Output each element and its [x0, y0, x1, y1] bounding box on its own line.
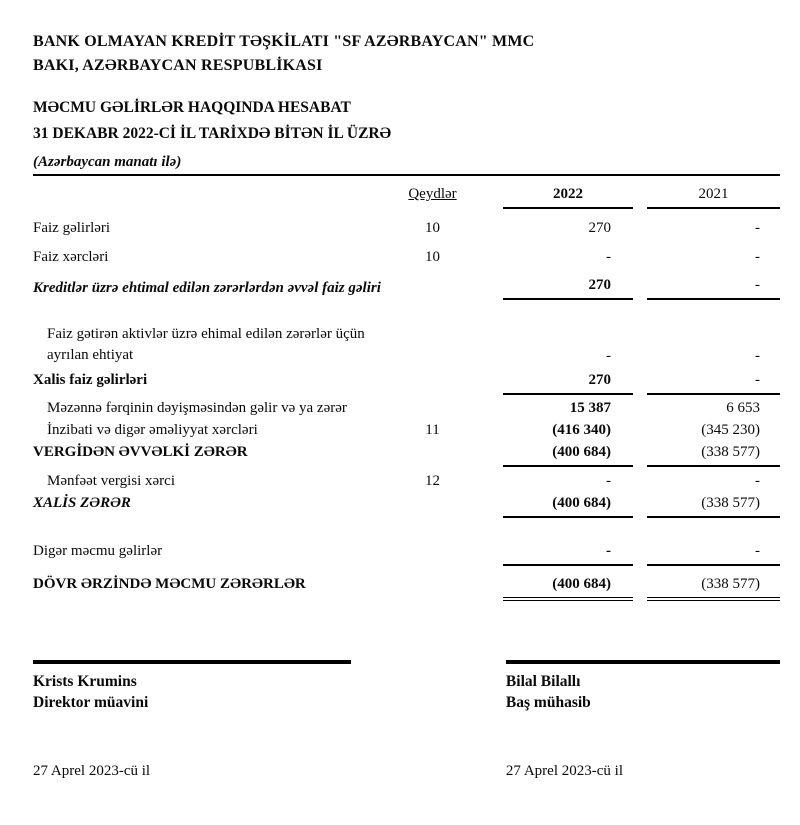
row-value-2021: (338 577): [647, 575, 780, 601]
row-label: Kreditlər üzrə ehtimal edilən zərərlərdən əvvəl faiz gəliri: [33, 280, 381, 296]
report-title-line2: 31 DEKABR 2022-Cİ İL TARİXDƏ BİTƏN İL ÜZRƏ: [33, 125, 392, 142]
table-row-xalis-zerer: [33, 494, 780, 518]
row-label: XALİS ZƏRƏR: [33, 495, 131, 511]
row-value-2021: -: [755, 348, 760, 364]
row-value-2021: -: [647, 371, 780, 395]
row-value-2022: -: [606, 249, 611, 265]
signature-date: 27 Aprel 2023-cü il: [33, 763, 151, 779]
row-label: İnzibati və digər əməliyyat xərcləri: [47, 422, 258, 438]
signer-name: Bilal Bilallı: [505, 673, 581, 690]
table-row-mezenne-ferqi: [33, 399, 780, 418]
table-row-dovr-erzinde-mecmu-zererler: [33, 575, 780, 601]
table-header-row: [33, 185, 780, 209]
row-label: VERGİDƏN ƏVVƏLKİ ZƏRƏR: [33, 444, 248, 460]
report-title: [33, 95, 780, 147]
row-value-2021: -: [755, 473, 760, 489]
row-value-2022: (400 684): [503, 443, 633, 467]
row-note: 10: [425, 249, 440, 265]
row-value-2022: 15 387: [569, 400, 611, 416]
signature-date: 27 Aprel 2023-cü il: [505, 763, 623, 779]
row-note: 10: [425, 220, 440, 236]
signature-block-left: [33, 660, 351, 780]
company-header: [33, 30, 780, 78]
currency-note: (Azərbaycan manatı ilə): [33, 154, 182, 170]
row-value-2022: 270: [503, 371, 633, 395]
row-label: Faiz gəlirləri: [33, 220, 111, 236]
row-label: Xalis faiz gəlirləri: [33, 372, 148, 388]
year-2021-header: 2021: [647, 185, 780, 209]
signer-title: Baş mühasib: [505, 694, 591, 711]
row-label: Mənfəət vergisi xərci: [47, 473, 176, 489]
row-value-2021: 6 653: [726, 400, 760, 416]
company-name: BANK OLMAYAN KREDİT TƏŞKİLATI "SF AZƏRBAYCAN" MMC: [33, 33, 535, 50]
signature-block-right: [506, 660, 780, 780]
row-value-2021: (345 230): [701, 422, 760, 438]
row-label: DÖVR ƏRZİNDƏ MƏCMU ZƏRƏRLƏR: [33, 576, 306, 592]
signer-title: Direktor müavini: [33, 694, 149, 711]
row-label: Faiz xərcləri: [33, 249, 109, 265]
header-divider: [33, 174, 780, 176]
table-row-faiz-xercleri: [33, 248, 780, 267]
table-row-kreditler-evvel-faiz-geliri: [33, 276, 780, 300]
row-label: Faiz gətirən aktivlər üzrə ehimal edilən zərərlər üçün ayrılan ehtiyat: [47, 326, 365, 363]
row-label: Digər məcmu gəlirlər: [33, 543, 163, 559]
notes-column-header: Qeydlər: [408, 186, 457, 202]
row-value-2022: -: [606, 348, 611, 364]
row-value-2022: (400 684): [503, 494, 633, 518]
row-value-2022: 270: [503, 276, 633, 300]
income-statement-table: [33, 185, 780, 601]
report-title-line1: MƏCMU GƏLİRLƏR HAQQINDA HESABAT: [33, 99, 351, 116]
row-note: 11: [425, 422, 440, 438]
row-value-2022: (400 684): [503, 575, 633, 601]
signature-section: [33, 660, 780, 780]
row-value-2021: -: [647, 542, 780, 566]
table-row-diger-mecmu-gelirler: [33, 542, 780, 566]
row-value-2022: -: [503, 542, 633, 566]
table-row-vergiden-evvelki-zerer: [33, 443, 780, 467]
row-value-2021: -: [755, 249, 760, 265]
table-row-ehtiyat: [33, 324, 780, 366]
row-value-2021: (338 577): [647, 443, 780, 467]
row-value-2022: -: [606, 473, 611, 489]
row-label: Məzənnə fərqinin dəyişməsindən gəlir və ya zərər: [47, 400, 347, 416]
row-note: 12: [425, 473, 440, 489]
signature-line: [33, 660, 351, 664]
table-row-menfeet-vergisi: [33, 472, 780, 491]
row-value-2021: -: [647, 276, 780, 300]
row-value-2022: (416 340): [552, 422, 611, 438]
row-value-2022: 270: [588, 220, 611, 236]
signer-name: Krists Krumins: [33, 673, 137, 690]
company-location: BAKI, AZƏRBAYCAN RESPUBLİKASI: [33, 57, 323, 74]
table-row-faiz-gelirleri: [33, 219, 780, 238]
year-2022-header: 2022: [503, 185, 633, 209]
table-row-xalis-faiz-gelirleri: [33, 371, 780, 395]
signature-line: [506, 660, 780, 664]
table-row-inzibati-xercler: [33, 421, 780, 440]
row-value-2021: -: [755, 220, 760, 236]
row-value-2021: (338 577): [647, 494, 780, 518]
